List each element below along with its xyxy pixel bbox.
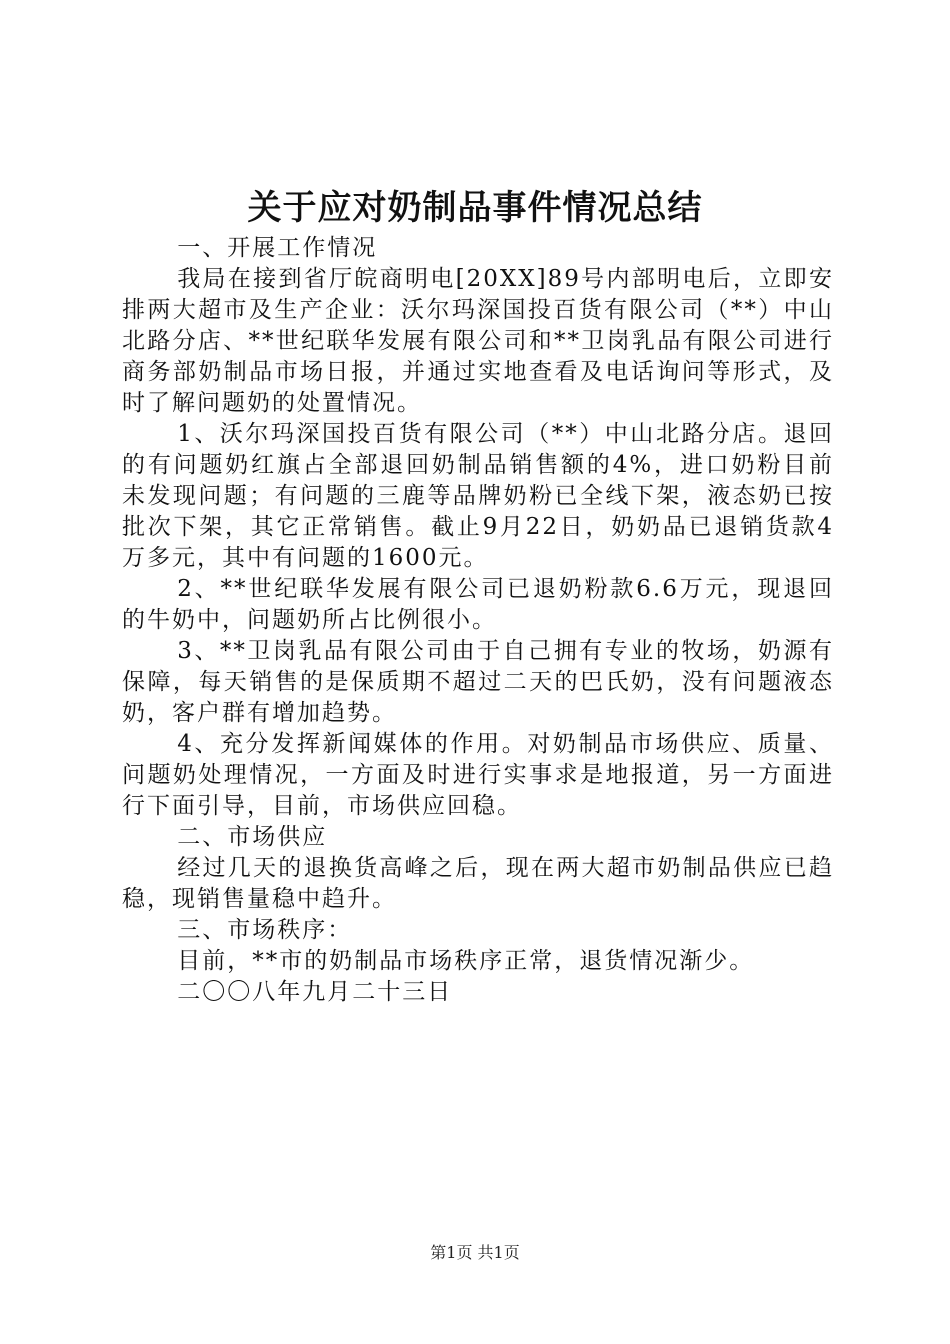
document-body	[122, 233, 834, 1008]
paragraph-item-1: 1、沃尔玛深国投百货有限公司（**）中山北路分店。退回的有问题奶红旗占全部退回奶制品销售额的4%，进口奶粉目前未发现问题；有问题的三鹿等品牌奶粉已全线下架，液态奶已按批次下架，其它正常销售。截止9月22日，奶奶品已退销货款4万多元，其中有问题的1600元。	[122, 421, 834, 571]
paragraph-supply: 经过几天的退换货高峰之后，现在两大超市奶制品供应已趋稳，现销售量稳中趋升。	[122, 855, 834, 912]
document-title: 关于应对奶制品事件情况总结	[247, 188, 703, 228]
paragraph-item-4: 4、充分发挥新闻媒体的作用。对奶制品市场供应、质量、问题奶处理情况，一方面及时进行实事求是地报道，另一方面进行下面引导，目前，市场供应回稳。	[122, 731, 834, 819]
section-heading-2: 二、市场供应	[177, 824, 328, 850]
paragraph-intro: 我局在接到省厅皖商明电[20XX]89号内部明电后，立即安排两大超市及生产企业：沃尔玛深国投百货有限公司（**）中山北路分店、**世纪联华发展有限公司和**卫岗乳品有限公司进行商务部奶制品市场日报，并通过实地查看及电话询问等形式，及时了解问题奶的处置情况。	[122, 266, 834, 416]
section-heading-1: 一、开展工作情况	[177, 235, 378, 261]
section-heading-3: 三、市场秩序：	[177, 917, 353, 943]
paragraph-order: 目前，**市的奶制品市场秩序正常，退货情况渐少。	[177, 948, 755, 974]
page-footer: 第1页 共1页	[430, 1243, 520, 1262]
paragraph-item-2: 2、**世纪联华发展有限公司已退奶粉款6.6万元，现退回的牛奶中，问题奶所占比例很小。	[122, 576, 834, 633]
paragraph-item-3: 3、**卫岗乳品有限公司由于自己拥有专业的牧场，奶源有保障，每天销售的是保质期不超过二天的巴氏奶，没有问题液态奶，客户群有增加趋势。	[122, 638, 834, 726]
document-date: 二〇〇八年九月二十三日	[177, 979, 453, 1005]
